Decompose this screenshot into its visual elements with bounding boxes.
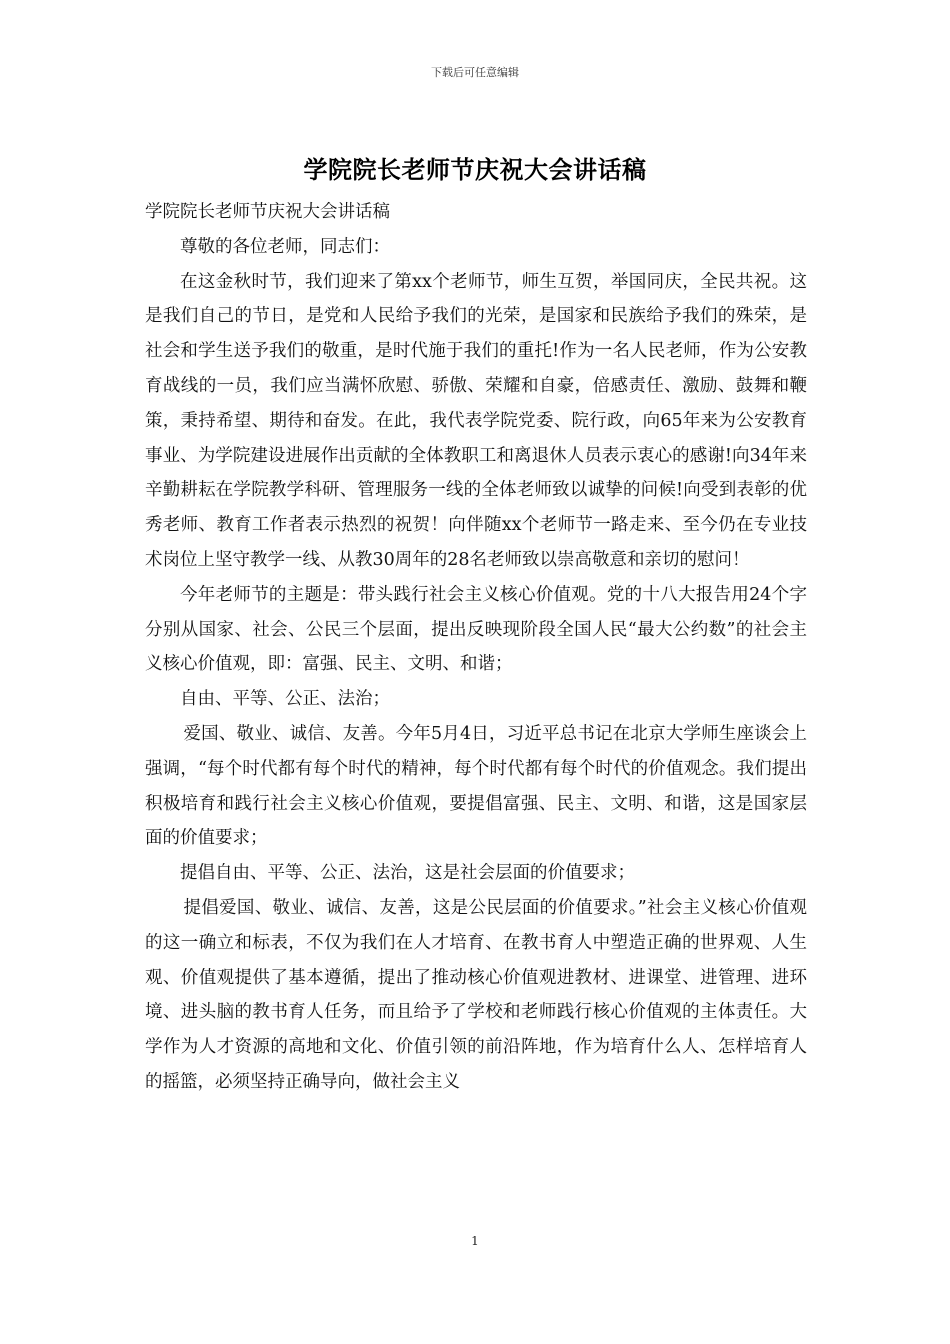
page-number: 1	[471, 1234, 479, 1248]
body-paragraph-5: 提倡自由、平等、公正、法治，这是社会层面的价值要求；	[180, 863, 635, 884]
document-body	[145, 195, 807, 1100]
subtitle-line: 学院院长老师节庆祝大会讲话稿	[145, 202, 390, 222]
body-paragraph-1: 在这金秋时节，我们迎来了第xx个老师节，师生互贺，举国同庆，全民共祝。这是我们自己的节日，是党和人民给予我们的光荣，是国家和民族给予我们的殊荣，是社会和学生送予我们的敬重，是时代施于我们的重托!作为一名人民老师，作为公安教育战线的一员，我们应当满怀欣慰、骄傲、荣耀和自豪，倍感责任、激励、鼓舞和鞭策，秉持希望、期待和奋发。在此，我代表学院党委、院行政，向65年来为公安教育事业、为学院建设进展作出贡献的全体教职工和离退休人员表示衷心的感谢!向34年来辛勤耕耘在学院教学科研、管理服务一线的全体老师致以诚挚的问候!向受到表彰的优秀老师、教育工作者表示热烈的祝贺！向伴随xx个老师节一路走来、至今仍在专业技术岗位上坚守教学一线、从教30周年的28名老师致以崇高敬意和亲切的慰问！	[145, 271, 807, 570]
body-paragraph-2: 今年老师节的主题是：带头践行社会主义核心价值观。党的十八大报告用24个字分别从国家、社会、公民三个层面，提出反映现阶段全国人民“最大公约数”的社会主义核心价值观，即：富强、民主、文明、和谐；	[145, 584, 807, 675]
body-paragraph-6: 提倡爱国、敬业、诚信、友善，这是公民层面的价值要求。”社会主义核心价值观的这一确立和标表，不仅为我们在人才培育、在教书育人中塑造正确的世界观、人生观、价值观提供了基本遵循，提出了推动核心价值观进教材、进课堂、进管理、进环境、进头脑的教书育人任务，而且给予了学校和老师践行核心价值观的主体责任。大学作为人才资源的高地和文化、价值引领的前沿阵地，作为培育什么人、怎样培育人的摇篮，必须坚持正确导向，做社会主义	[145, 897, 807, 1092]
greeting-paragraph: 尊敬的各位老师，同志们：	[180, 236, 390, 257]
body-paragraph-3: 自由、平等、公正、法治；	[180, 689, 390, 710]
body-paragraph-4: 爱国、敬业、诚信、友善。今年5月4日，习近平总书记在北京大学师生座谈会上强调，“每个时代都有每个时代的精神，每个时代都有每个时代的价值观念。我们提出积极培育和践行社会主义核心价值观，要提倡富强、民主、文明、和谐，这是国家层面的价值要求；	[145, 723, 807, 849]
document-title: 学院院长老师节庆祝大会讲话稿	[303, 155, 647, 184]
download-edit-note: 下载后可任意编辑	[431, 66, 519, 79]
